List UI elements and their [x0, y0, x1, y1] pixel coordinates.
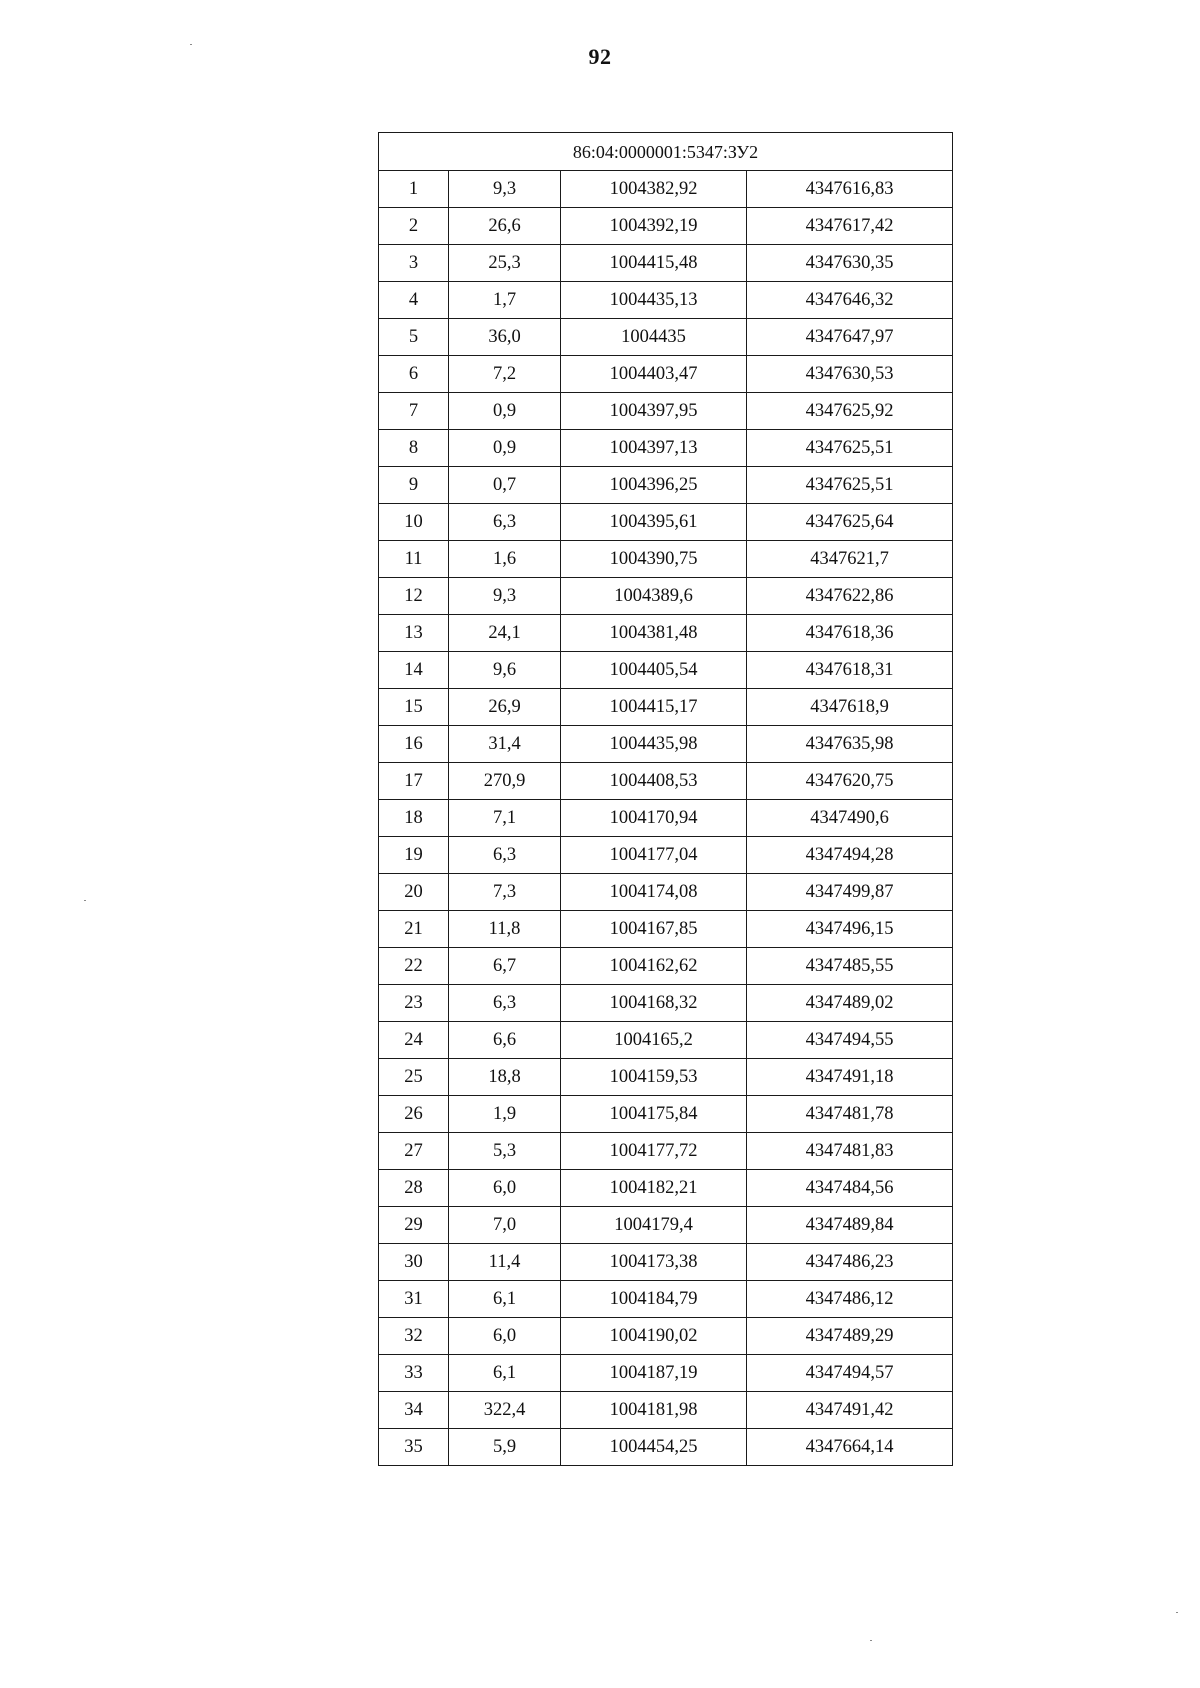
x-coordinate-cell: 1004167,85 — [561, 911, 747, 948]
table-row — [379, 1355, 953, 1392]
table-row — [379, 1281, 953, 1318]
y-coordinate-cell: 4347625,92 — [747, 393, 953, 430]
y-coordinate-cell: 4347647,97 — [747, 319, 953, 356]
distance-cell: 18,8 — [449, 1059, 561, 1096]
table-row — [379, 430, 953, 467]
table-row — [379, 245, 953, 282]
y-coordinate-cell: 4347484,56 — [747, 1170, 953, 1207]
distance-cell: 6,6 — [449, 1022, 561, 1059]
distance-cell: 11,4 — [449, 1244, 561, 1281]
distance-cell: 5,3 — [449, 1133, 561, 1170]
x-coordinate-cell: 1004181,98 — [561, 1392, 747, 1429]
table-row — [379, 1096, 953, 1133]
table-row — [379, 356, 953, 393]
table-row — [379, 1133, 953, 1170]
scan-speck — [870, 1640, 872, 1641]
x-coordinate-cell: 1004415,17 — [561, 689, 747, 726]
distance-cell: 9,3 — [449, 578, 561, 615]
table-row — [379, 393, 953, 430]
x-coordinate-cell: 1004177,72 — [561, 1133, 747, 1170]
point-number-cell: 17 — [379, 763, 449, 800]
x-coordinate-cell: 1004182,21 — [561, 1170, 747, 1207]
point-number-cell: 1 — [379, 171, 449, 208]
distance-cell: 36,0 — [449, 319, 561, 356]
x-coordinate-cell: 1004415,48 — [561, 245, 747, 282]
table-row — [379, 504, 953, 541]
table-row — [379, 726, 953, 763]
x-coordinate-cell: 1004397,13 — [561, 430, 747, 467]
point-number-cell: 28 — [379, 1170, 449, 1207]
point-number-cell: 31 — [379, 1281, 449, 1318]
distance-cell: 0,9 — [449, 430, 561, 467]
x-coordinate-cell: 1004381,48 — [561, 615, 747, 652]
point-number-cell: 3 — [379, 245, 449, 282]
table-body — [379, 133, 953, 1466]
table-row — [379, 319, 953, 356]
table-row — [379, 1059, 953, 1096]
distance-cell: 7,1 — [449, 800, 561, 837]
y-coordinate-cell: 4347486,23 — [747, 1244, 953, 1281]
scan-speck — [190, 44, 192, 45]
table-row — [379, 171, 953, 208]
y-coordinate-cell: 4347621,7 — [747, 541, 953, 578]
y-coordinate-cell: 4347618,31 — [747, 652, 953, 689]
y-coordinate-cell: 4347618,9 — [747, 689, 953, 726]
distance-cell: 270,9 — [449, 763, 561, 800]
y-coordinate-cell: 4347494,57 — [747, 1355, 953, 1392]
distance-cell: 322,4 — [449, 1392, 561, 1429]
distance-cell: 24,1 — [449, 615, 561, 652]
scan-speck — [84, 900, 86, 901]
x-coordinate-cell: 1004190,02 — [561, 1318, 747, 1355]
distance-cell: 31,4 — [449, 726, 561, 763]
point-number-cell: 12 — [379, 578, 449, 615]
point-number-cell: 34 — [379, 1392, 449, 1429]
point-number-cell: 10 — [379, 504, 449, 541]
distance-cell: 7,3 — [449, 874, 561, 911]
table-row — [379, 208, 953, 245]
table-row — [379, 1170, 953, 1207]
page-number: 92 — [588, 44, 612, 69]
x-coordinate-cell: 1004187,19 — [561, 1355, 747, 1392]
table-title-row — [379, 133, 953, 171]
y-coordinate-cell: 4347625,64 — [747, 504, 953, 541]
y-coordinate-cell: 4347630,35 — [747, 245, 953, 282]
point-number-cell: 2 — [379, 208, 449, 245]
point-number-cell: 15 — [379, 689, 449, 726]
table-row — [379, 689, 953, 726]
y-coordinate-cell: 4347489,29 — [747, 1318, 953, 1355]
table-row — [379, 467, 953, 504]
x-coordinate-cell: 1004184,79 — [561, 1281, 747, 1318]
table-row — [379, 1392, 953, 1429]
point-number-cell: 18 — [379, 800, 449, 837]
point-number-cell: 5 — [379, 319, 449, 356]
y-coordinate-cell: 4347494,28 — [747, 837, 953, 874]
table-row — [379, 800, 953, 837]
table-row — [379, 985, 953, 1022]
y-coordinate-cell: 4347630,53 — [747, 356, 953, 393]
y-coordinate-cell: 4347664,14 — [747, 1429, 953, 1466]
point-number-cell: 30 — [379, 1244, 449, 1281]
point-number-cell: 29 — [379, 1207, 449, 1244]
x-coordinate-cell: 1004175,84 — [561, 1096, 747, 1133]
y-coordinate-cell: 4347616,83 — [747, 171, 953, 208]
point-number-cell: 24 — [379, 1022, 449, 1059]
y-coordinate-cell: 4347490,6 — [747, 800, 953, 837]
y-coordinate-cell: 4347494,55 — [747, 1022, 953, 1059]
y-coordinate-cell: 4347499,87 — [747, 874, 953, 911]
distance-cell: 1,7 — [449, 282, 561, 319]
distance-cell: 6,3 — [449, 837, 561, 874]
distance-cell: 6,1 — [449, 1281, 561, 1318]
table-row — [379, 541, 953, 578]
y-coordinate-cell: 4347622,86 — [747, 578, 953, 615]
distance-cell: 5,9 — [449, 1429, 561, 1466]
y-coordinate-cell: 4347486,12 — [747, 1281, 953, 1318]
x-coordinate-cell: 1004392,19 — [561, 208, 747, 245]
table-row — [379, 652, 953, 689]
table-row — [379, 1318, 953, 1355]
table-row — [379, 837, 953, 874]
x-coordinate-cell: 1004179,4 — [561, 1207, 747, 1244]
distance-cell: 6,0 — [449, 1170, 561, 1207]
point-number-cell: 32 — [379, 1318, 449, 1355]
table-row — [379, 282, 953, 319]
distance-cell: 11,8 — [449, 911, 561, 948]
y-coordinate-cell: 4347617,42 — [747, 208, 953, 245]
x-coordinate-cell: 1004174,08 — [561, 874, 747, 911]
point-number-cell: 11 — [379, 541, 449, 578]
table-row — [379, 1207, 953, 1244]
point-number-cell: 22 — [379, 948, 449, 985]
y-coordinate-cell: 4347485,55 — [747, 948, 953, 985]
distance-cell: 25,3 — [449, 245, 561, 282]
point-number-cell: 27 — [379, 1133, 449, 1170]
distance-cell: 6,3 — [449, 985, 561, 1022]
point-number-cell: 23 — [379, 985, 449, 1022]
table-row — [379, 948, 953, 985]
parcel-cadastral-number: 86:04:0000001:5347:ЗУ2 — [379, 133, 953, 171]
distance-cell: 9,6 — [449, 652, 561, 689]
y-coordinate-cell: 4347625,51 — [747, 430, 953, 467]
y-coordinate-cell: 4347635,98 — [747, 726, 953, 763]
table-row — [379, 578, 953, 615]
x-coordinate-cell: 1004389,6 — [561, 578, 747, 615]
x-coordinate-cell: 1004435,13 — [561, 282, 747, 319]
x-coordinate-cell: 1004454,25 — [561, 1429, 747, 1466]
point-number-cell: 19 — [379, 837, 449, 874]
x-coordinate-cell: 1004396,25 — [561, 467, 747, 504]
y-coordinate-cell: 4347618,36 — [747, 615, 953, 652]
x-coordinate-cell: 1004382,92 — [561, 171, 747, 208]
table-row — [379, 911, 953, 948]
x-coordinate-cell: 1004159,53 — [561, 1059, 747, 1096]
y-coordinate-cell: 4347481,78 — [747, 1096, 953, 1133]
distance-cell: 9,3 — [449, 171, 561, 208]
x-coordinate-cell: 1004408,53 — [561, 763, 747, 800]
x-coordinate-cell: 1004390,75 — [561, 541, 747, 578]
y-coordinate-cell: 4347496,15 — [747, 911, 953, 948]
point-number-cell: 16 — [379, 726, 449, 763]
distance-cell: 6,1 — [449, 1355, 561, 1392]
distance-cell: 26,6 — [449, 208, 561, 245]
point-number-cell: 33 — [379, 1355, 449, 1392]
point-number-cell: 20 — [379, 874, 449, 911]
y-coordinate-cell: 4347625,51 — [747, 467, 953, 504]
x-coordinate-cell: 1004397,95 — [561, 393, 747, 430]
x-coordinate-cell: 1004395,61 — [561, 504, 747, 541]
distance-cell: 7,2 — [449, 356, 561, 393]
x-coordinate-cell: 1004165,2 — [561, 1022, 747, 1059]
distance-cell: 0,7 — [449, 467, 561, 504]
distance-cell: 1,6 — [449, 541, 561, 578]
point-number-cell: 8 — [379, 430, 449, 467]
point-number-cell: 4 — [379, 282, 449, 319]
table-row — [379, 615, 953, 652]
distance-cell: 0,9 — [449, 393, 561, 430]
distance-cell: 7,0 — [449, 1207, 561, 1244]
table-row — [379, 1429, 953, 1466]
y-coordinate-cell: 4347489,84 — [747, 1207, 953, 1244]
table-row — [379, 1244, 953, 1281]
point-number-cell: 26 — [379, 1096, 449, 1133]
y-coordinate-cell: 4347491,42 — [747, 1392, 953, 1429]
scan-speck — [1176, 1612, 1178, 1613]
x-coordinate-cell: 1004170,94 — [561, 800, 747, 837]
x-coordinate-cell: 1004403,47 — [561, 356, 747, 393]
distance-cell: 6,0 — [449, 1318, 561, 1355]
distance-cell: 1,9 — [449, 1096, 561, 1133]
x-coordinate-cell: 1004173,38 — [561, 1244, 747, 1281]
x-coordinate-cell: 1004177,04 — [561, 837, 747, 874]
x-coordinate-cell: 1004435 — [561, 319, 747, 356]
y-coordinate-cell: 4347646,32 — [747, 282, 953, 319]
point-number-cell: 6 — [379, 356, 449, 393]
y-coordinate-cell: 4347489,02 — [747, 985, 953, 1022]
x-coordinate-cell: 1004435,98 — [561, 726, 747, 763]
point-number-cell: 14 — [379, 652, 449, 689]
y-coordinate-cell: 4347620,75 — [747, 763, 953, 800]
x-coordinate-cell: 1004162,62 — [561, 948, 747, 985]
point-number-cell: 25 — [379, 1059, 449, 1096]
y-coordinate-cell: 4347481,83 — [747, 1133, 953, 1170]
distance-cell: 26,9 — [449, 689, 561, 726]
table-row — [379, 1022, 953, 1059]
table-row — [379, 874, 953, 911]
distance-cell: 6,3 — [449, 504, 561, 541]
point-number-cell: 35 — [379, 1429, 449, 1466]
y-coordinate-cell: 4347491,18 — [747, 1059, 953, 1096]
point-number-cell: 21 — [379, 911, 449, 948]
point-number-cell: 13 — [379, 615, 449, 652]
point-number-cell: 7 — [379, 393, 449, 430]
table-row — [379, 763, 953, 800]
coordinates-table — [378, 132, 953, 1466]
x-coordinate-cell: 1004168,32 — [561, 985, 747, 1022]
distance-cell: 6,7 — [449, 948, 561, 985]
point-number-cell: 9 — [379, 467, 449, 504]
x-coordinate-cell: 1004405,54 — [561, 652, 747, 689]
